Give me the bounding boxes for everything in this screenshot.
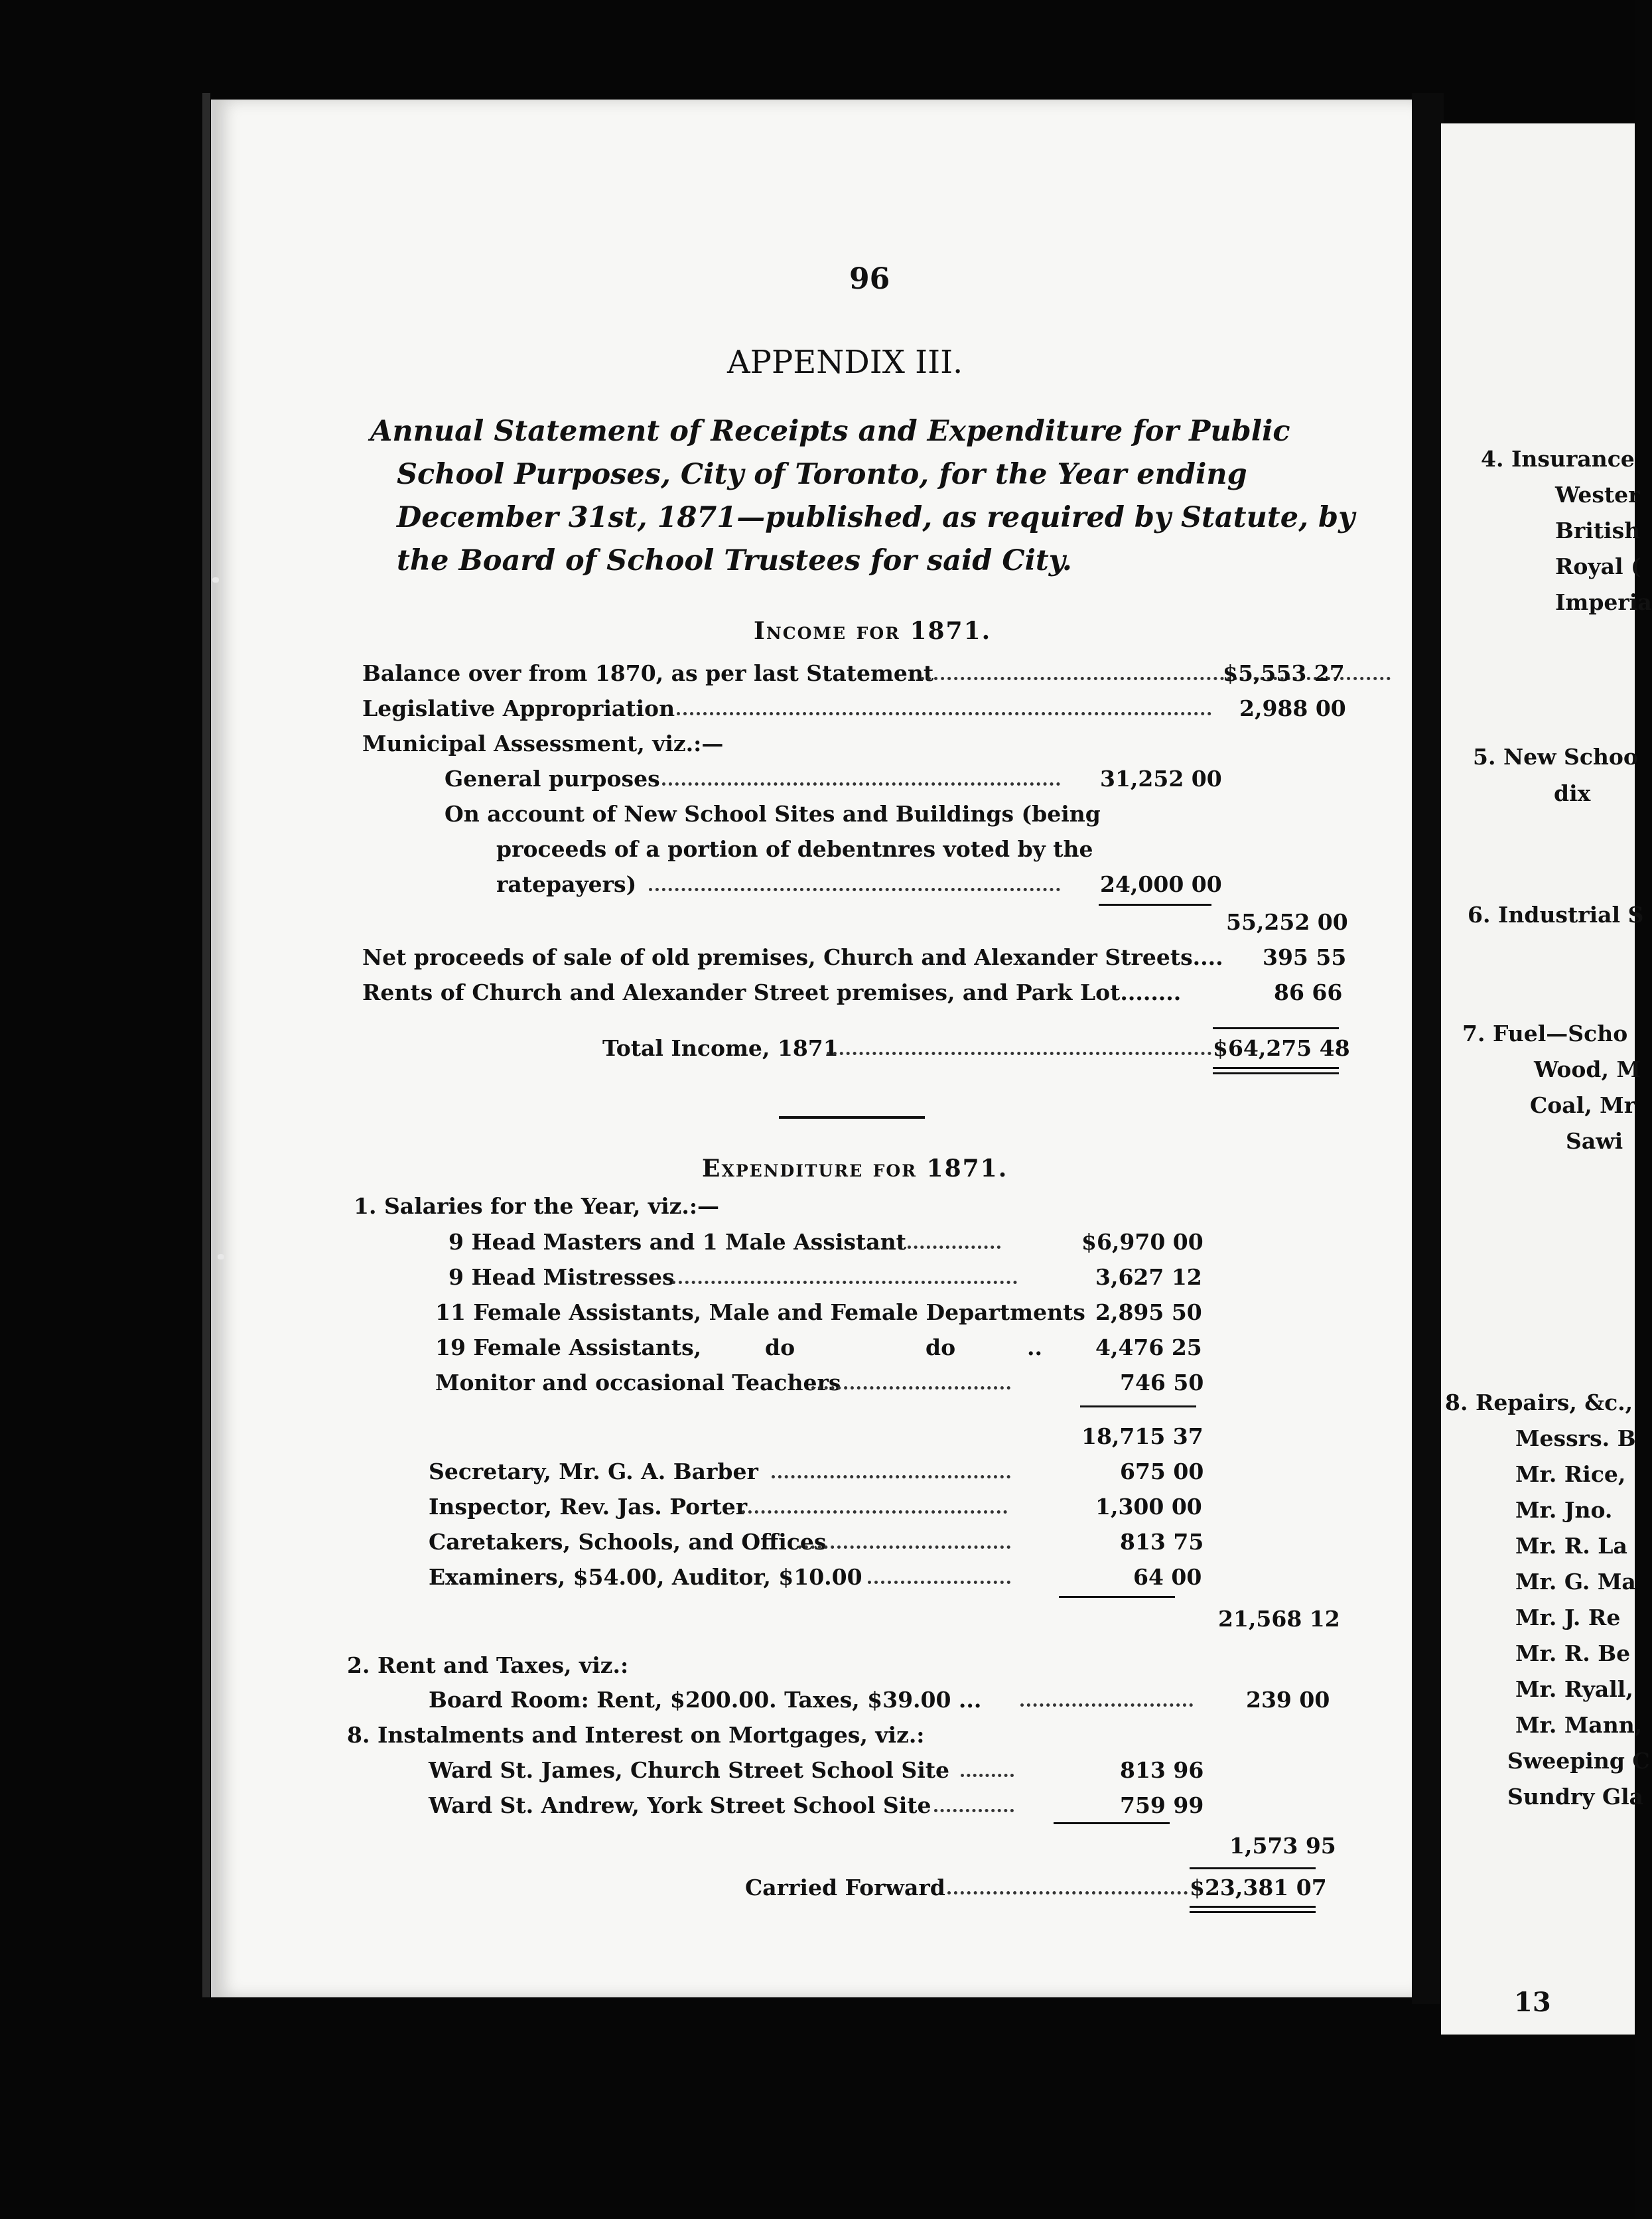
examiners-amount: 64 00 bbox=[1133, 1564, 1202, 1590]
right-line: Sawi bbox=[1566, 1128, 1623, 1154]
right-line: 7. Fuel—Scho bbox=[1462, 1021, 1628, 1046]
right-line: dix bbox=[1554, 780, 1591, 806]
subtotal-rule bbox=[1059, 1596, 1175, 1598]
salaries-subtotal: 18,715 37 bbox=[1081, 1423, 1204, 1449]
head-mistresses-label: 9 Head Mistresses bbox=[448, 1264, 675, 1290]
right-line: Mr. R. La bbox=[1515, 1533, 1627, 1559]
caretakers-label: Caretakers, Schools, and Offices bbox=[429, 1529, 827, 1555]
secretary-amount: 675 00 bbox=[1120, 1459, 1204, 1484]
board-room-label: Board Room: Rent, $200.00. Taxes, $39.00 ... bbox=[429, 1687, 982, 1713]
income-balance-amount: $5,553 27 bbox=[1223, 660, 1345, 686]
income-legislative-label: Legislative Appropriation bbox=[362, 695, 675, 721]
expenditure-heading: Expenditure for 1871. bbox=[702, 1155, 1008, 1182]
head-mistresses-amount: 3,627 12 bbox=[1095, 1264, 1202, 1290]
intro-line-4: the Board of School Trustees for said City. bbox=[397, 544, 1072, 577]
board-room-amount: 239 00 bbox=[1246, 1687, 1330, 1713]
income-total-label: Total Income, 1871 bbox=[602, 1035, 839, 1061]
income-total-amount: $64,275 48 bbox=[1213, 1035, 1350, 1061]
income-net-proceeds-label: Net proceeds of sale of old premises, Church and Alexander Streets.... bbox=[362, 944, 1223, 970]
right-line: Mr. J. Re bbox=[1515, 1605, 1621, 1630]
subtotal-rule bbox=[1080, 1405, 1196, 1407]
leader-dots bbox=[798, 1545, 1010, 1549]
income-heading: Income for 1871. bbox=[754, 617, 992, 645]
right-line: Wood, M bbox=[1534, 1056, 1641, 1082]
intro-line-3: December 31st, 1871—published, as required by Statute, by bbox=[397, 501, 1355, 534]
salaries-label: 1. Salaries for the Year, viz.:— bbox=[354, 1193, 720, 1219]
section-divider bbox=[779, 1116, 925, 1119]
monitor-amount: 746 50 bbox=[1120, 1370, 1204, 1396]
rent-label: 2. Rent and Taxes, viz.: bbox=[347, 1652, 629, 1678]
income-rents-amount: 86 66 bbox=[1274, 979, 1343, 1005]
right-line: British bbox=[1555, 518, 1641, 543]
leader-dots bbox=[662, 782, 1060, 786]
income-municipal-total: 55,252 00 bbox=[1226, 909, 1348, 935]
female-19-dots: .. bbox=[1027, 1334, 1042, 1360]
income-sites-line-3: ratepayers) bbox=[496, 871, 637, 897]
right-line: Imperia bbox=[1555, 589, 1652, 615]
salaries-total: 21,568 12 bbox=[1218, 1606, 1340, 1632]
left-page bbox=[211, 100, 1412, 1997]
subtotal-rule bbox=[1099, 904, 1211, 906]
inspector-label: Inspector, Rev. Jas. Porter bbox=[429, 1494, 748, 1520]
st-james-label: Ward St. James, Church Street School Site bbox=[429, 1757, 950, 1783]
head-masters-label: 9 Head Masters and 1 Male Assistant bbox=[448, 1229, 906, 1255]
income-legislative-amount: 2,988 00 bbox=[1239, 695, 1346, 721]
carried-forward-label: Carried Forward bbox=[745, 1875, 945, 1900]
female-11-amount: 2,895 50 bbox=[1095, 1299, 1202, 1325]
right-line: Coal, Mr bbox=[1530, 1092, 1636, 1118]
instalments-total: 1,573 95 bbox=[1229, 1833, 1336, 1859]
right-line: Mr. G. Ma bbox=[1515, 1569, 1636, 1595]
right-line: Messrs. B bbox=[1515, 1425, 1636, 1451]
total-rule bbox=[1213, 1027, 1339, 1029]
right-line: 8. Repairs, &c., bbox=[1445, 1390, 1633, 1415]
intro-line-2: School Purposes, City of Toronto, for the Year ending bbox=[397, 458, 1247, 491]
examiners-label: Examiners, $54.00, Auditor, $10.00 bbox=[429, 1564, 862, 1590]
female-11-label: 11 Female Assistants, Male and Female Departments bbox=[435, 1299, 1085, 1325]
leader-dots bbox=[827, 1052, 1211, 1055]
female-19-do-1: do bbox=[765, 1334, 795, 1360]
book-gutter bbox=[1412, 93, 1444, 2004]
leader-dots bbox=[934, 1809, 1014, 1812]
monitor-label: Monitor and occasional Teachers bbox=[435, 1370, 841, 1396]
right-page-number: 13 bbox=[1514, 1987, 1551, 2018]
leader-dots bbox=[672, 1281, 1017, 1284]
total-double-rule bbox=[1190, 1906, 1316, 1908]
total-double-rule bbox=[1190, 1911, 1316, 1913]
paper-speck bbox=[212, 577, 219, 583]
total-double-rule bbox=[1213, 1072, 1339, 1074]
income-net-proceeds-amount: 395 55 bbox=[1263, 944, 1347, 970]
income-municipal-label: Municipal Assessment, viz.:— bbox=[362, 731, 724, 756]
leader-dots bbox=[1020, 1703, 1193, 1707]
st-james-amount: 813 96 bbox=[1120, 1757, 1204, 1783]
right-line: 6. Industrial S bbox=[1468, 902, 1644, 928]
right-page-fragment bbox=[1441, 123, 1652, 2035]
carried-forward-amount: $23,381 07 bbox=[1190, 1875, 1327, 1900]
leader-dots bbox=[961, 1774, 1014, 1777]
right-line: Mr. Ryall, bbox=[1515, 1676, 1633, 1702]
total-double-rule bbox=[1213, 1067, 1339, 1069]
income-rents-label: Rents of Church and Alexander Street premises, and Park Lot........ bbox=[362, 979, 1182, 1005]
right-line: Mr. Rice, bbox=[1515, 1461, 1626, 1487]
income-general-label: General purposes bbox=[445, 766, 660, 792]
right-line: Royal ( bbox=[1555, 553, 1641, 579]
leader-dots bbox=[868, 1581, 1010, 1584]
caretakers-amount: 813 75 bbox=[1120, 1529, 1204, 1555]
right-line: Sundry Gla bbox=[1507, 1784, 1644, 1810]
female-19-do-2: do bbox=[926, 1334, 956, 1360]
leader-dots bbox=[649, 888, 1060, 891]
income-sites-line-1: On account of New School Sites and Buildings (being bbox=[445, 801, 1101, 827]
right-line: Sweeping C bbox=[1507, 1748, 1650, 1774]
leader-dots bbox=[908, 1246, 1000, 1249]
subtotal-rule bbox=[1054, 1822, 1170, 1824]
leader-dots bbox=[772, 1475, 1010, 1478]
right-line: Wester bbox=[1555, 482, 1640, 508]
st-andrew-label: Ward St. Andrew, York Street School Site bbox=[429, 1792, 931, 1818]
leader-dots bbox=[677, 712, 1211, 715]
right-line: Mr. Jno. bbox=[1515, 1497, 1613, 1523]
st-andrew-amount: 759 99 bbox=[1120, 1792, 1204, 1818]
head-masters-amount: $6,970 00 bbox=[1081, 1229, 1204, 1255]
page-edge bbox=[202, 93, 210, 1997]
right-line: 4. Insurance bbox=[1481, 446, 1635, 472]
leader-dots bbox=[947, 1891, 1188, 1895]
female-19-label: 19 Female Assistants, bbox=[435, 1334, 702, 1360]
right-line: 5. New Schoo bbox=[1473, 744, 1638, 770]
inspector-amount: 1,300 00 bbox=[1095, 1494, 1202, 1520]
total-rule bbox=[1190, 1867, 1316, 1869]
intro-line-1: Annual Statement of Receipts and Expenditure for Public bbox=[370, 415, 1290, 448]
income-sites-line-2: proceeds of a portion of debentnres voted by the bbox=[496, 836, 1093, 862]
female-19-amount: 4,476 25 bbox=[1095, 1334, 1202, 1360]
right-line: Mr. R. Be bbox=[1515, 1640, 1631, 1666]
appendix-heading: APPENDIX III. bbox=[727, 344, 963, 381]
income-general-amount: 31,252 00 bbox=[1100, 766, 1222, 792]
income-sites-amount: 24,000 00 bbox=[1100, 871, 1222, 897]
leader-dots bbox=[742, 1510, 1007, 1514]
instalments-label: 8. Instalments and Interest on Mortgages, viz.: bbox=[347, 1722, 925, 1748]
income-balance-label: Balance over from 1870, as per last Statement bbox=[362, 660, 934, 686]
leader-dots bbox=[811, 1386, 1010, 1390]
paper-speck bbox=[218, 1254, 224, 1259]
secretary-label: Secretary, Mr. G. A. Barber bbox=[429, 1459, 758, 1484]
right-line: Mr. Mann, bbox=[1515, 1712, 1643, 1738]
page-number: 96 bbox=[849, 262, 890, 296]
